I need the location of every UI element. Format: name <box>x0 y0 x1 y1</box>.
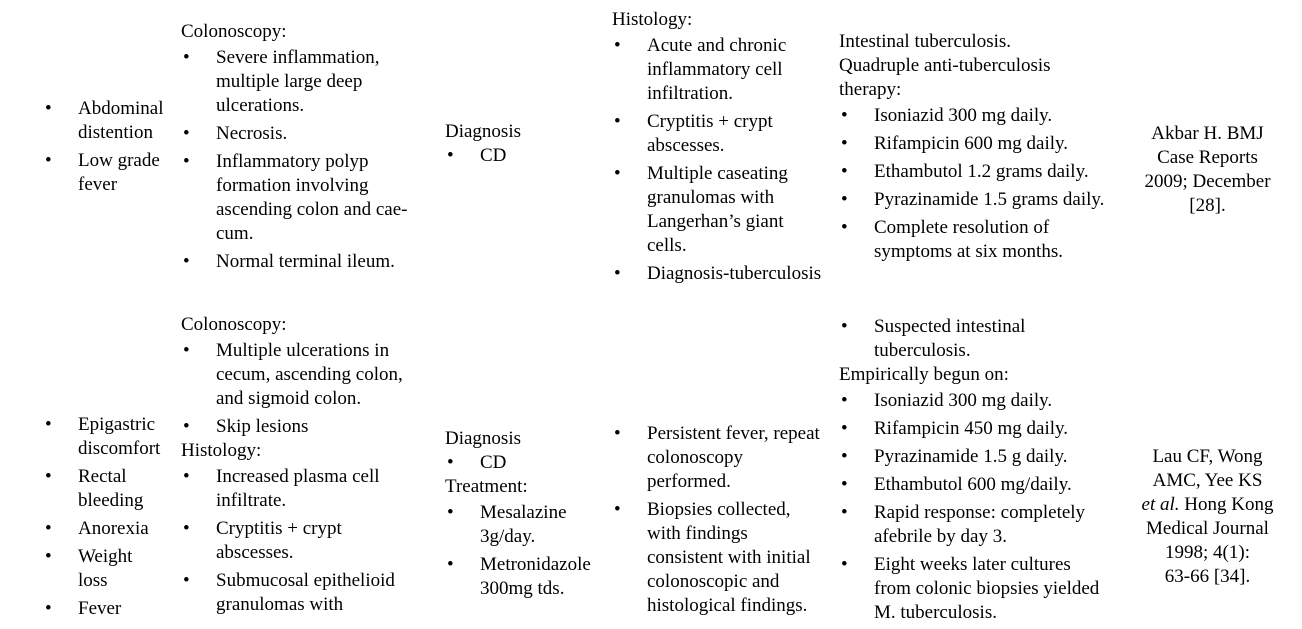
list-item: • Ethambutol 600 mg/daily. <box>839 473 1139 497</box>
followup-cell <box>612 422 842 622</box>
list-item: • Increased plasma cell infiltrate. <box>181 465 441 513</box>
list-item: • Isoniazid 300 mg daily. <box>839 389 1139 413</box>
list-item: • Eight weeks later cultures from colonic biopsies yielded M. tuberculosis. <box>839 553 1139 625</box>
list-item: • Anorexia <box>43 517 178 541</box>
list-item: • Cryptitis + crypt abscesses. <box>181 517 441 565</box>
reference-journal-first: Hong Kong Medical Journal 1998; 4(1): 63-66 [34]. <box>1146 494 1274 587</box>
list-item: • Complete resolution of symptoms at six months. <box>839 216 1139 264</box>
investigations-cell <box>181 20 441 278</box>
reference-cell <box>1130 122 1285 218</box>
diagnosis-cell <box>445 120 605 172</box>
list-item: • CD <box>445 451 610 475</box>
section-heading: Treatment: <box>445 476 528 497</box>
section-heading: Diagnosis <box>445 121 521 142</box>
list-item: • Low grade fever <box>43 149 178 197</box>
list-item: • Rifampicin 600 mg daily. <box>839 132 1139 156</box>
list-item: • Mesalazine 3g/day. <box>445 501 610 549</box>
list-item: • Inflammatory polyp formation involving ascending colon and cae- cum. <box>181 150 441 246</box>
investigations-cell <box>181 313 441 621</box>
section-heading: Colonoscopy: <box>181 314 287 335</box>
reference-cell <box>1130 445 1285 589</box>
list-item: • Suspected intestinal tuberculosis. <box>839 315 1139 363</box>
list-item: • Pyrazinamide 1.5 grams daily. <box>839 188 1139 212</box>
section-heading: Histology: <box>181 440 262 461</box>
list-item: • Skip lesions <box>181 415 441 439</box>
symptoms-cell <box>43 97 178 201</box>
section-heading: Histology: <box>612 9 693 30</box>
list-item: • Normal terminal ileum. <box>181 250 441 274</box>
diagnosis-cell <box>445 427 610 605</box>
list-item: • Biopsies collected, with findings consistent with initial colonoscopic and histological findings. <box>612 498 842 618</box>
list-item: • Rifampicin 450 mg daily. <box>839 417 1139 441</box>
list-item: • Submucosal epithelioid granulomas with <box>181 569 441 617</box>
list-item: • CD <box>445 144 605 168</box>
list-item: • Pyrazinamide 1.5 g daily. <box>839 445 1139 469</box>
list-item: • Ethambutol 1.2 grams daily. <box>839 160 1139 184</box>
list-item: • Multiple ulcerations in cecum, ascending colon, and sigmoid colon. <box>181 339 441 411</box>
list-item: • Isoniazid 300 mg daily. <box>839 104 1139 128</box>
reference-authors: Lau CF, Wong AMC, Yee KS <box>1152 446 1263 491</box>
list-item: • Metronidazole 300mg tds. <box>445 553 610 601</box>
list-item: • Abdominal distention <box>43 97 178 145</box>
outcome-intro: Empirically begun on: <box>839 364 1009 385</box>
reference-etal: et al. <box>1141 494 1180 515</box>
list-item: • Acute and chronic inflammatory cell infiltration. <box>612 34 842 106</box>
list-item: • Epigastric discomfort <box>43 413 178 461</box>
list-item: • Rapid response: completely afebrile by day 3. <box>839 501 1139 549</box>
list-item: • Cryptitis + crypt abscesses. <box>612 110 842 158</box>
outcome-intro: Intestinal tuberculosis. Quadruple anti-tuberculosis therapy: <box>839 31 1051 100</box>
histology-cell <box>612 8 842 290</box>
list-item: • Diagnosis-tuberculosis <box>612 262 842 286</box>
reference-text: Akbar H. BMJ Case Reports 2009; December [28]. <box>1144 123 1271 216</box>
outcome-cell <box>839 315 1139 629</box>
list-item: • Weight loss <box>43 545 178 593</box>
list-item: • Fever <box>43 597 178 621</box>
list-item: • Multiple caseating granulomas with Langerhan’s giant cells. <box>612 162 842 258</box>
symptoms-cell <box>43 413 178 625</box>
list-item: • Necrosis. <box>181 122 441 146</box>
list-item: • Rectal bleeding <box>43 465 178 513</box>
section-heading: Colonoscopy: <box>181 21 287 42</box>
outcome-cell <box>839 30 1139 268</box>
list-item: • Severe inflammation, multiple large deep ulcerations. <box>181 46 441 118</box>
list-item: • Persistent fever, repeat colonoscopy performed. <box>612 422 842 494</box>
section-heading: Diagnosis <box>445 428 521 449</box>
